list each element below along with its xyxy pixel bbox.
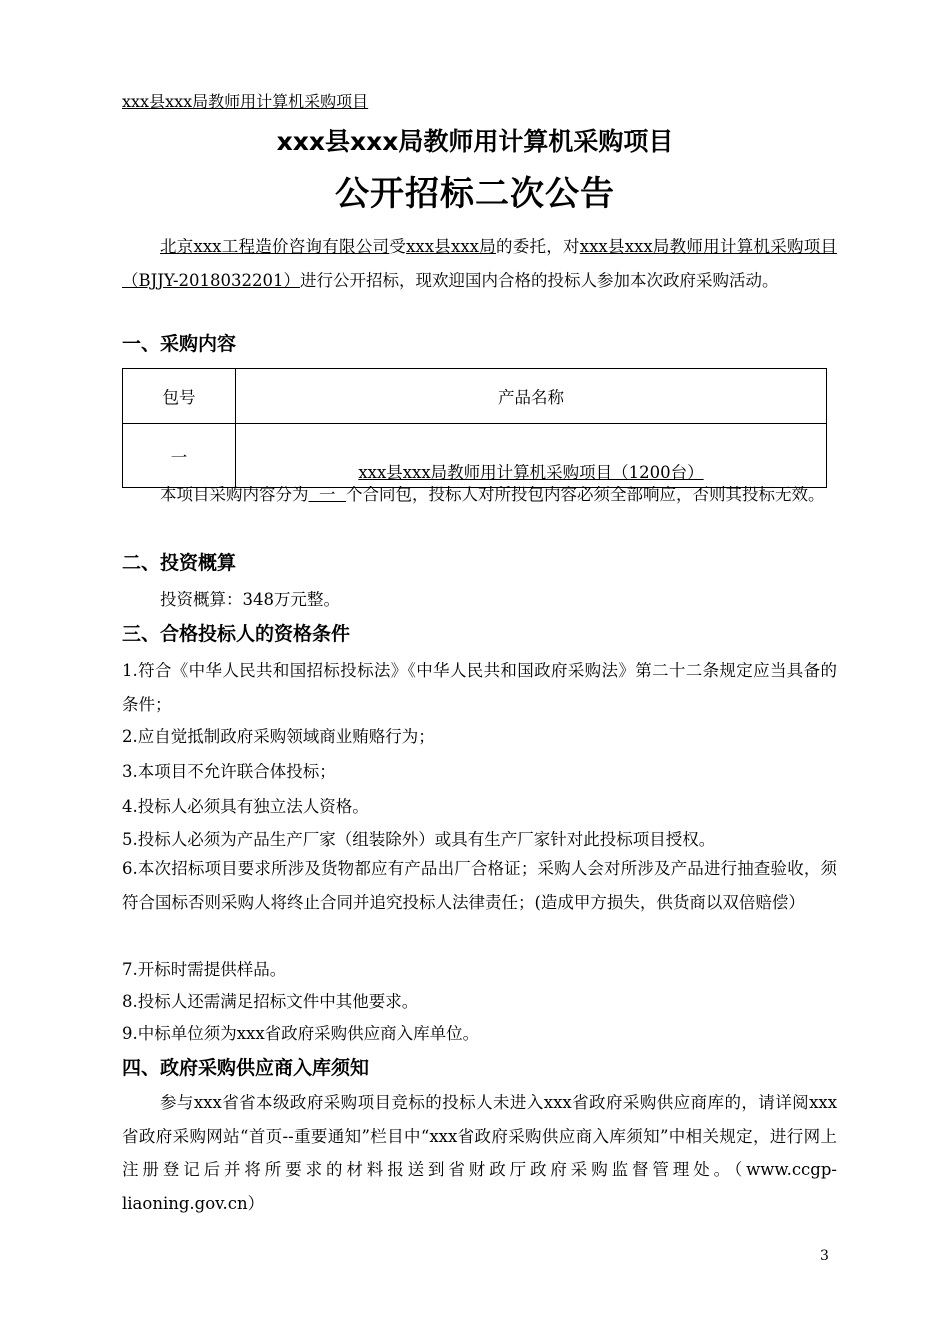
qualification-item: 6.本次招标项目要求所涉及货物都应有产品出厂合格证；采购人会对所涉及产品进行抽查验收，须符合国标否则采购人将终止合同并追究投标人法律责任；(造成甲方损失，供货商以双倍赔偿） [122,859,837,912]
intro-text-3: 进行公开招标，现欢迎国内合格的投标人参加本次政府采购活动。 [300,270,779,290]
section-heading-qualifications: 三、合格投标人的资格条件 [122,623,351,645]
client-name: xxx县xxx局 [406,237,496,256]
table-cell-product-text: xxx县xxx局教师用计算机采购项目（1200台） [358,463,704,482]
qualification-item: 4.投标人必须具有独立法人资格。 [122,797,369,816]
intro-paragraph [122,230,837,297]
table-header-package: 包号 [123,369,236,424]
qualification-item: 3.本项目不允许联合体投标； [122,762,336,781]
section-heading-budget: 二、投资概算 [122,552,237,574]
qualification-item: 5.投标人必须为产品生产厂家（组装除外）或具有生产厂家针对此投标项目授权。 [122,830,716,849]
agency-name: 北京xxx工程造价咨询有限公司 [160,237,390,256]
qualification-item: 7.开标时需提供样品。 [122,960,287,979]
table-cell-package: 一 [123,424,236,488]
package-note-text-1: 本项目采购内容分为 [160,485,309,504]
package-note-text-2: 个合同包，投标人对所投包内容必须全部响应，否则其投标无效。 [345,485,825,504]
qualification-item: 1.符合《中华人民共和国招标投标法》《中华人民共和国政府采购法》第二十二条规定应当具备的条件； [122,661,837,714]
section-heading-supplier-notice: 四、政府采购供应商入库须知 [122,1057,370,1079]
table-header-product: 产品名称 [236,369,827,424]
intro-text-1: 受 [389,237,407,256]
document-title: xxx县xxx局教师用计算机采购项目 [276,127,674,156]
package-count: 一 [308,485,346,504]
budget-text: 投资概算：348万元整。 [160,590,340,609]
intro-text-2: 的委托，对 [495,237,580,256]
section-heading-procurement: 一、采购内容 [122,333,237,355]
page-number: 3 [820,1248,829,1264]
table-header-row [123,369,827,424]
running-header: xxx县xxx局教师用计算机采购项目 [122,92,369,111]
project-name: xxx县xxx局教师用计算机采购项目（BJJY-2018032201） [122,237,838,290]
procurement-table [122,368,827,488]
qualification-item: 8.投标人还需满足招标文件中其他要求。 [122,992,419,1011]
supplier-notice-text: 参与xxx省省本级政府采购项目竞标的投标人未进入xxx省政府采购供应商库的，请详阅xxx省政府采购网站“首页--重要通知”栏目中“xxx省政府采购供应商入库须知”中相关规定，进行网上注册登记后并将所要求的材料报送到省财政厅政府采购监督管理处。（www.ccgp-liaoning.gov.cn） [122,1093,837,1213]
package-note [122,478,837,512]
document-subtitle: 公开招标二次公告 [335,174,615,214]
qualification-item: 9.中标单位须为xxx省政府采购供应商入库单位。 [122,1024,480,1043]
qualification-item: 2.应自觉抵制政府采购领域商业贿赂行为； [122,727,435,746]
